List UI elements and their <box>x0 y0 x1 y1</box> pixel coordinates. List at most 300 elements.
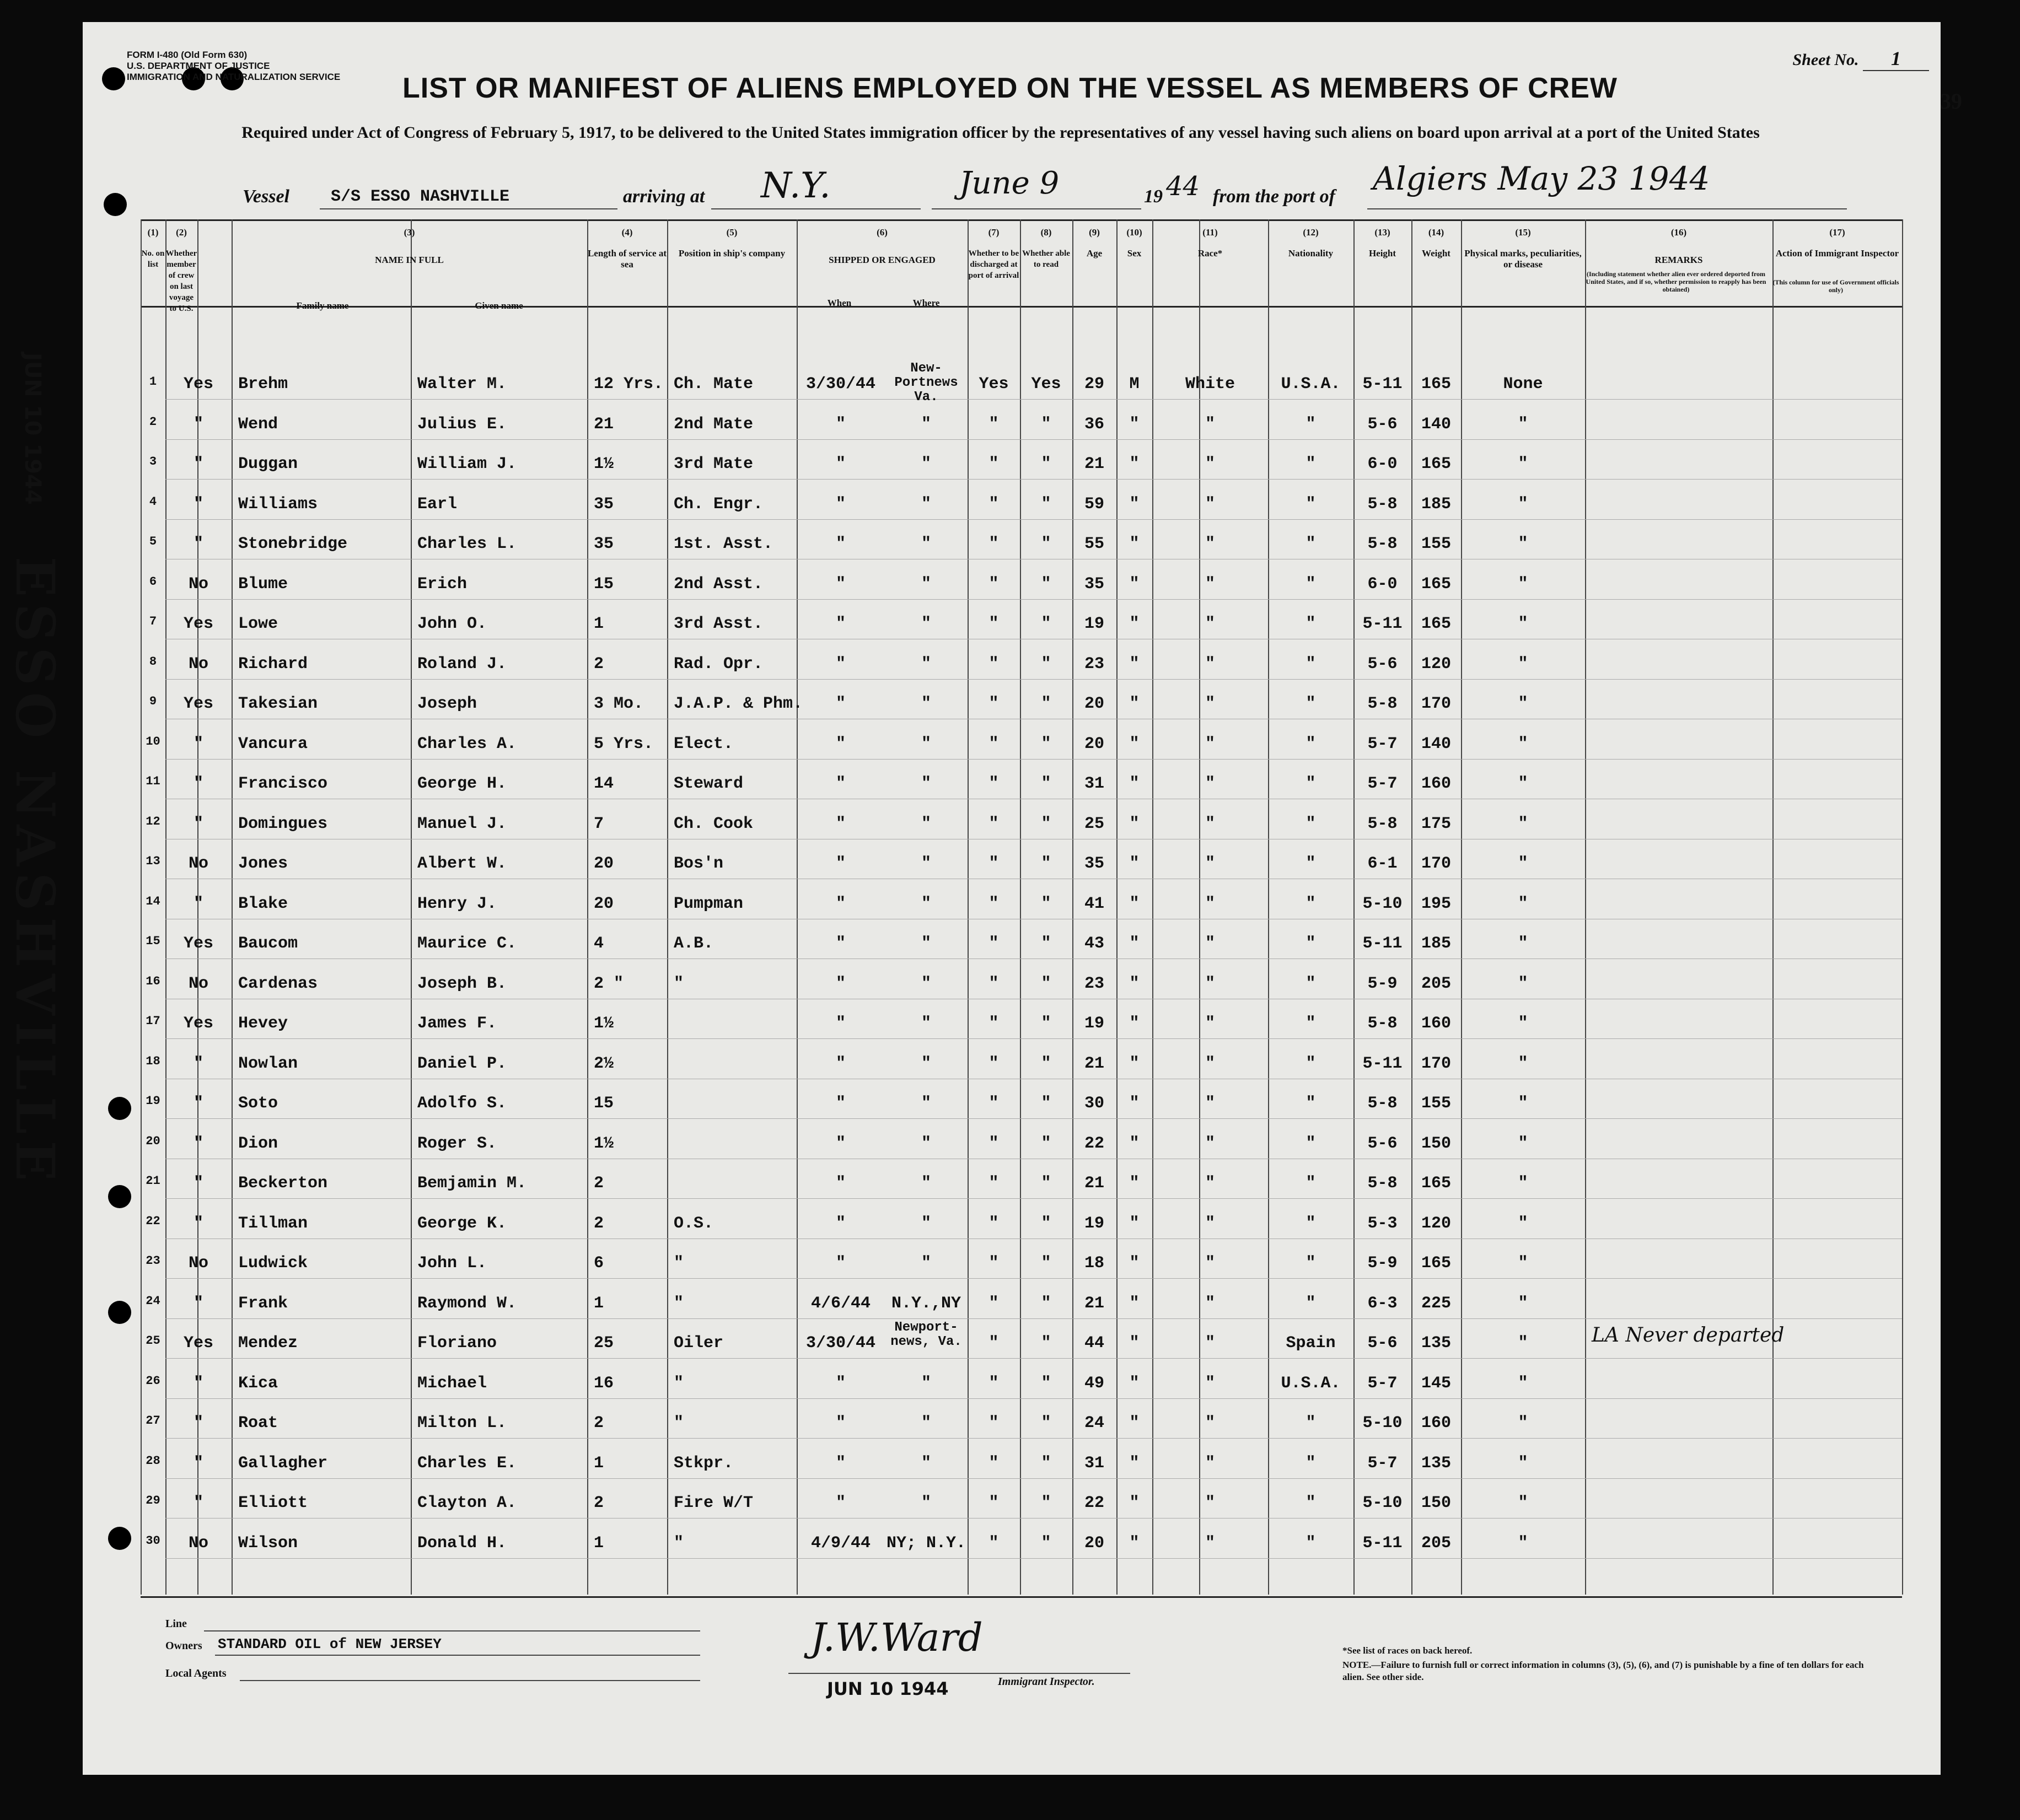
row-marks: " <box>1518 574 1528 594</box>
row-height: 5-3 <box>1367 1214 1398 1233</box>
row-position: Fire W/T <box>674 1494 754 1512</box>
column-rule <box>667 219 668 1595</box>
row-race: " <box>1205 1374 1215 1393</box>
row-prev: Yes <box>183 615 213 633</box>
row-service: 5 Yrs. <box>594 734 654 753</box>
row-when: 3/30/44 <box>805 375 876 394</box>
row-height: 5-8 <box>1367 814 1398 833</box>
row-discharged: " <box>988 1374 999 1393</box>
arriving-label: arriving at <box>623 186 705 207</box>
from-port: Algiers May 23 1944 <box>1373 160 1710 197</box>
row-nationality: " <box>1306 574 1316 594</box>
row-rule <box>165 1318 1902 1319</box>
row-position: Ch. Mate <box>674 375 754 394</box>
column-header: Action of Immigrant Inspector <box>1775 248 1899 259</box>
row-age: 22 <box>1084 1134 1104 1153</box>
row-where: " <box>921 894 931 913</box>
row-sex: " <box>1129 1414 1140 1433</box>
row-sex: " <box>1129 1294 1140 1313</box>
row-race: " <box>1205 1334 1215 1353</box>
row-discharged: " <box>988 1014 999 1033</box>
row-when: " <box>835 894 846 913</box>
column-rule <box>1585 219 1586 1595</box>
row-given: Raymond W. <box>417 1294 517 1313</box>
row-no: 16 <box>146 974 160 988</box>
row-height: 5-11 <box>1362 1533 1403 1553</box>
row-height: 5-7 <box>1367 734 1398 753</box>
row-sex: " <box>1129 934 1140 953</box>
row-given: Roland J. <box>417 654 507 674</box>
row-service: 2½ <box>594 1054 614 1073</box>
row-when: " <box>835 1214 846 1233</box>
row-family: Gallagher <box>238 1453 328 1473</box>
vessel-label: Vessel <box>243 186 289 207</box>
row-nationality: " <box>1306 774 1316 793</box>
row-nationality: " <box>1306 1134 1316 1153</box>
row-nationality: Spain <box>1286 1334 1336 1353</box>
row-nationality: " <box>1306 494 1316 514</box>
row-age: 49 <box>1084 1374 1104 1393</box>
row-discharged: " <box>988 455 999 473</box>
row-race: " <box>1205 1014 1215 1033</box>
row-marks: " <box>1518 535 1528 553</box>
owners-value: STANDARD OIL of NEW JERSEY <box>218 1636 442 1652</box>
row-service: 35 <box>594 494 614 514</box>
row-service: 12 Yrs. <box>594 375 664 394</box>
punch-hole <box>108 1527 131 1550</box>
row-sex: " <box>1129 1533 1140 1553</box>
row-service: 3 Mo. <box>594 694 644 713</box>
row-when: " <box>835 1414 846 1433</box>
row-when: " <box>835 814 846 833</box>
row-race: " <box>1205 1214 1215 1233</box>
when-header: When <box>827 298 852 308</box>
punch-hole <box>108 1301 131 1324</box>
column-number: (2) <box>176 227 187 238</box>
row-read: " <box>1041 615 1051 633</box>
row-marks: " <box>1518 1414 1528 1433</box>
row-read: " <box>1041 414 1051 434</box>
arrival-date: June 9 <box>959 165 1060 201</box>
row-where: " <box>921 1014 931 1033</box>
row-prev: " <box>193 1374 203 1393</box>
row-discharged: " <box>988 1334 999 1353</box>
row-when: " <box>835 535 846 553</box>
column-header: Nationality <box>1288 248 1334 259</box>
row-height: 5-11 <box>1362 375 1403 394</box>
row-nationality: " <box>1306 1294 1316 1313</box>
row-when: " <box>835 1254 846 1273</box>
row-height: 5-8 <box>1367 694 1398 713</box>
row-age: 21 <box>1084 1174 1104 1193</box>
row-service: 15 <box>594 574 614 594</box>
row-discharged: " <box>988 414 999 434</box>
row-when: " <box>835 974 846 993</box>
row-service: 2 " <box>594 974 624 993</box>
row-sex: " <box>1129 974 1140 993</box>
row-prev: " <box>193 814 203 833</box>
row-position: Stkpr. <box>674 1453 734 1473</box>
row-sex: " <box>1129 574 1140 594</box>
row-service: 6 <box>594 1254 604 1273</box>
column-number: (15) <box>1515 227 1531 238</box>
row-service: 2 <box>594 654 604 674</box>
row-given: Daniel P. <box>417 1054 507 1073</box>
row-no: 25 <box>146 1334 160 1348</box>
row-given: Milton L. <box>417 1414 507 1433</box>
row-when: " <box>835 1453 846 1473</box>
row-service: 1 <box>594 1294 604 1313</box>
row-given: John O. <box>417 615 487 633</box>
row-rule <box>165 479 1902 480</box>
row-discharged: " <box>988 574 999 594</box>
row-weight: 195 <box>1421 894 1451 913</box>
row-family: Richard <box>238 654 308 674</box>
row-prev: No <box>188 854 208 873</box>
row-where: New-Portnews Va. <box>894 361 958 405</box>
row-marks: " <box>1518 615 1528 633</box>
row-discharged: " <box>988 1294 999 1313</box>
row-marks: " <box>1518 814 1528 833</box>
row-age: 20 <box>1084 734 1104 753</box>
row-prev: Yes <box>183 1334 213 1353</box>
row-age: 23 <box>1084 654 1104 674</box>
row-nationality: " <box>1306 1494 1316 1512</box>
row-marks: " <box>1518 1254 1528 1273</box>
row-weight: 120 <box>1421 654 1451 674</box>
row-no: 28 <box>146 1453 160 1468</box>
row-sex: " <box>1129 1014 1140 1033</box>
row-weight: 135 <box>1421 1334 1451 1353</box>
row-age: 31 <box>1084 1453 1104 1473</box>
race-note: *See list of races on back hereof. <box>1342 1645 1473 1656</box>
row-read: " <box>1041 1174 1051 1193</box>
given-name-header: Given name <box>475 300 523 311</box>
row-marks: " <box>1518 455 1528 473</box>
row-marks: " <box>1518 1374 1528 1393</box>
row-when: " <box>835 1014 846 1033</box>
row-age: 21 <box>1084 1054 1104 1073</box>
row-where: N.Y.,NY <box>891 1294 961 1313</box>
row-when: " <box>835 615 846 633</box>
row-position: " <box>674 974 684 993</box>
row-prev: " <box>193 1294 203 1313</box>
row-no: 11 <box>146 774 160 788</box>
row-age: 43 <box>1084 934 1104 953</box>
where-header: Where <box>912 298 940 308</box>
row-race: " <box>1205 854 1215 873</box>
row-where: " <box>921 774 931 793</box>
year-suffix: 44 <box>1166 171 1200 202</box>
row-weight: 175 <box>1421 814 1451 833</box>
row-race: " <box>1205 535 1215 553</box>
row-marks: " <box>1518 1094 1528 1113</box>
local-agents-label: Local Agents <box>165 1667 227 1679</box>
row-age: 20 <box>1084 1533 1104 1553</box>
row-given: Earl <box>417 494 458 514</box>
row-no: 19 <box>146 1094 160 1108</box>
row-prev: " <box>193 734 203 753</box>
row-discharged: " <box>988 854 999 873</box>
row-read: " <box>1041 814 1051 833</box>
row-age: 55 <box>1084 535 1104 553</box>
column-header: Height <box>1368 248 1396 259</box>
row-marks: " <box>1518 654 1528 674</box>
row-discharged: " <box>988 894 999 913</box>
row-where: " <box>921 734 931 753</box>
row-prev: " <box>193 1494 203 1512</box>
form-identifier: FORM I-480 (Old Form 630) U.S. DEPARTMENT OF JUSTICE IMMIGRATION AND NATURALIZATION SERVICE <box>127 50 341 82</box>
row-where: " <box>921 1374 931 1393</box>
row-service: 1 <box>594 1533 604 1553</box>
row-no: 26 <box>146 1374 160 1388</box>
row-where: " <box>921 455 931 473</box>
row-no: 14 <box>146 894 160 908</box>
row-race: " <box>1205 774 1215 793</box>
row-family: Takesian <box>238 694 318 713</box>
row-family: Brehm <box>238 375 288 394</box>
row-age: 19 <box>1084 1214 1104 1233</box>
row-position: 1st. Asst. <box>674 535 773 553</box>
signature-date-stamp: JUN 10 1944 <box>827 1678 949 1699</box>
row-nationality: " <box>1306 535 1316 553</box>
row-height: 5-7 <box>1367 774 1398 793</box>
row-nationality: " <box>1306 1453 1316 1473</box>
row-sex: " <box>1129 615 1140 633</box>
row-marks: " <box>1518 694 1528 713</box>
row-age: 18 <box>1084 1254 1104 1273</box>
row-family: Elliott <box>238 1494 308 1512</box>
column-number: (12) <box>1303 227 1319 238</box>
row-nationality: " <box>1306 974 1316 993</box>
row-weight: 185 <box>1421 934 1451 953</box>
row-read: " <box>1041 1254 1051 1273</box>
row-race: White <box>1185 375 1235 394</box>
vessel-name: S/S ESSO NASHVILLE <box>331 187 510 206</box>
row-age: 29 <box>1084 375 1104 394</box>
row-prev: " <box>193 1214 203 1233</box>
row-where: " <box>921 574 931 594</box>
row-weight: 170 <box>1421 854 1451 873</box>
row-position: J.A.P. & Phm. <box>674 694 803 713</box>
row-nationality: " <box>1306 1054 1316 1073</box>
row-service: 2 <box>594 1214 604 1233</box>
row-family: Lowe <box>238 615 278 633</box>
row-when: 4/9/44 <box>810 1533 871 1553</box>
row-where: " <box>921 1214 931 1233</box>
row-marks: " <box>1518 1214 1528 1233</box>
punch-hole <box>108 1185 131 1208</box>
row-rule <box>165 1478 1902 1479</box>
row-height: 5-10 <box>1362 1494 1403 1512</box>
row-given: Erich <box>417 574 468 594</box>
row-when: " <box>835 854 846 873</box>
row-sex: " <box>1129 694 1140 713</box>
row-position: Steward <box>674 774 744 793</box>
row-race: " <box>1205 1174 1215 1193</box>
row-discharged: " <box>988 1214 999 1233</box>
row-service: 1½ <box>594 1014 614 1033</box>
row-given: Donald H. <box>417 1533 507 1553</box>
row-given: Manuel J. <box>417 814 507 833</box>
column-number: (17) <box>1829 227 1845 238</box>
row-family: Roat <box>238 1414 278 1433</box>
row-service: 16 <box>594 1374 614 1393</box>
row-when: " <box>835 654 846 674</box>
row-where: " <box>921 1453 931 1473</box>
row-rule <box>165 599 1902 600</box>
row-discharged: " <box>988 1054 999 1073</box>
column-number: (5) <box>726 227 738 238</box>
column-header: Whether member of crew on last voyage to U.S. <box>165 249 197 313</box>
row-family: Tillman <box>238 1214 308 1233</box>
row-sex: " <box>1129 1453 1140 1473</box>
row-read: " <box>1041 574 1051 594</box>
row-read: " <box>1041 734 1051 753</box>
row-given: Michael <box>417 1374 487 1393</box>
row-race: " <box>1205 694 1215 713</box>
inspector-label: Immigrant Inspector. <box>998 1676 1095 1688</box>
row-height: 5-8 <box>1367 1094 1398 1113</box>
row-age: 41 <box>1084 894 1104 913</box>
row-where: " <box>921 414 931 434</box>
line-label: Line <box>165 1618 187 1630</box>
row-nationality: " <box>1306 455 1316 473</box>
action-note: (This column for use of Government officials only) <box>1772 278 1899 294</box>
column-header: Physical marks, peculiarities, or disease <box>1464 248 1582 270</box>
row-age: 23 <box>1084 974 1104 993</box>
row-marks: " <box>1518 1134 1528 1153</box>
row-service: 21 <box>594 414 614 434</box>
row-given: Adolfo S. <box>417 1094 507 1113</box>
row-rule <box>165 399 1902 400</box>
row-prev: Yes <box>183 1014 213 1033</box>
row-read: " <box>1041 1494 1051 1512</box>
row-no: 17 <box>146 1014 160 1028</box>
row-height: 5-6 <box>1367 414 1398 434</box>
row-given: Charles A. <box>417 734 517 753</box>
row-position: Pumpman <box>674 894 744 913</box>
row-height: 5-8 <box>1367 535 1398 553</box>
row-no: 21 <box>146 1174 160 1188</box>
row-age: 19 <box>1084 615 1104 633</box>
row-rule <box>165 1278 1902 1279</box>
row-sex: " <box>1129 1494 1140 1512</box>
row-family: Kica <box>238 1374 278 1393</box>
row-marks: " <box>1518 774 1528 793</box>
row-race: " <box>1205 574 1215 594</box>
row-sex: " <box>1129 1054 1140 1073</box>
row-service: 35 <box>594 535 614 553</box>
row-race: " <box>1205 414 1215 434</box>
row-marks: " <box>1518 894 1528 913</box>
row-marks: " <box>1518 1453 1528 1473</box>
row-where: NY; N.Y. <box>886 1533 966 1553</box>
row-rule <box>165 1198 1902 1199</box>
column-header: REMARKS <box>1654 255 1703 265</box>
row-discharged: " <box>988 1094 999 1113</box>
row-where: " <box>921 1494 931 1512</box>
row-sex: " <box>1129 734 1140 753</box>
row-family: Soto <box>238 1094 278 1113</box>
row-read: " <box>1041 654 1051 674</box>
row-race: " <box>1205 734 1215 753</box>
row-position: 3rd Mate <box>674 455 754 473</box>
row-where: " <box>921 814 931 833</box>
row-family: Nowlan <box>238 1054 298 1073</box>
row-family: Blume <box>238 574 288 594</box>
row-discharged: " <box>988 774 999 793</box>
column-number: (11) <box>1202 227 1218 238</box>
row-race: " <box>1205 1453 1215 1473</box>
row-where: " <box>921 1134 931 1153</box>
row-given: George H. <box>417 774 507 793</box>
row-no: 6 <box>149 574 157 589</box>
row-discharged: " <box>988 1134 999 1153</box>
row-race: " <box>1205 455 1215 473</box>
row-discharged: " <box>988 1533 999 1553</box>
row-service: 1 <box>594 615 604 633</box>
row-marks: " <box>1518 1054 1528 1073</box>
row-family: Hevey <box>238 1014 288 1033</box>
page-number: 39 <box>1940 89 1962 114</box>
row-marks: " <box>1518 1334 1528 1353</box>
row-race: " <box>1205 1494 1215 1512</box>
row-rule <box>165 1518 1902 1519</box>
row-race: " <box>1205 494 1215 514</box>
row-where: " <box>921 1174 931 1193</box>
row-family: Williams <box>238 494 318 514</box>
row-no: 29 <box>146 1494 160 1507</box>
row-when: " <box>835 774 846 793</box>
row-age: 36 <box>1084 414 1104 434</box>
column-header: No. on list <box>141 249 165 269</box>
row-position: " <box>674 1374 684 1393</box>
row-position: 2nd Asst. <box>674 574 764 594</box>
row-sex: " <box>1129 1094 1140 1113</box>
row-sex: " <box>1129 854 1140 873</box>
row-age: 25 <box>1084 814 1104 833</box>
row-family: Duggan <box>238 455 298 473</box>
row-read: " <box>1041 455 1051 473</box>
row-position: Ch. Cook <box>674 814 754 833</box>
row-when: " <box>835 1374 846 1393</box>
row-weight: 160 <box>1421 774 1451 793</box>
row-read: " <box>1041 1334 1051 1353</box>
row-discharged: Yes <box>979 375 1009 394</box>
row-rule <box>165 679 1902 680</box>
row-nationality: " <box>1306 1094 1316 1113</box>
row-discharged: " <box>988 1174 999 1193</box>
row-family: Mendez <box>238 1334 298 1353</box>
row-read: " <box>1041 1453 1051 1473</box>
row-prev: Yes <box>183 375 213 394</box>
row-when: " <box>835 1054 846 1073</box>
row-when: 4/6/44 <box>810 1294 871 1313</box>
inspector-signature: J.W.Ward <box>810 1615 983 1660</box>
row-sex: " <box>1129 1174 1140 1193</box>
row-height: 5-7 <box>1367 1453 1398 1473</box>
row-sex: " <box>1129 814 1140 833</box>
row-nationality: " <box>1306 1414 1316 1433</box>
row-where: " <box>921 934 931 953</box>
row-prev: " <box>193 1414 203 1433</box>
row-prev: " <box>193 774 203 793</box>
row-given: Henry J. <box>417 894 497 913</box>
row-family: Blake <box>238 894 288 913</box>
row-rule <box>165 1438 1902 1439</box>
row-position: Rad. Opr. <box>674 654 764 674</box>
